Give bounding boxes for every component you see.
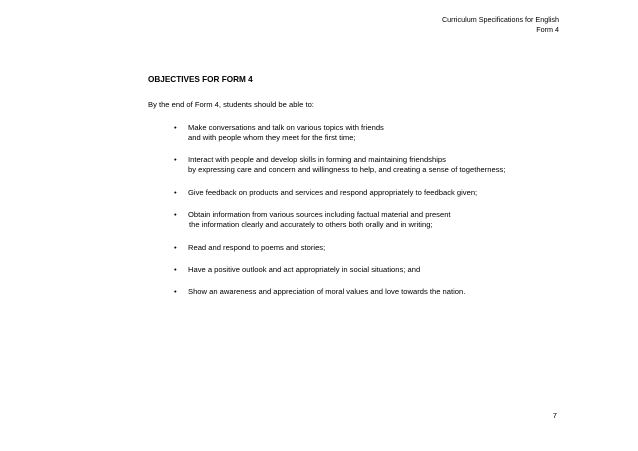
objective-item-4 [172, 210, 505, 230]
bullet-icon: • [174, 210, 177, 220]
bullet-icon: • [174, 187, 177, 197]
objective-line: Have a positive outlook and act appropriately in social situations; and [188, 264, 421, 274]
objective-item-6 [172, 265, 505, 275]
bullet-icon: • [174, 155, 177, 165]
bullet-icon: • [174, 264, 177, 274]
objective-line: Obtain information from various sources including factual material and present [188, 210, 451, 220]
objective-line: and with people whom they meet for the first time; [188, 133, 356, 142]
bullet-icon: • [174, 242, 177, 252]
objective-line: Show an awareness and appreciation of moral values and love towards the nation. [188, 287, 466, 297]
objective-item-2 [172, 155, 505, 175]
intro-text: By the end of Form 4, students should be able to: [148, 100, 314, 109]
objective-line: Make conversations and talk on various topics with friends [188, 123, 384, 132]
objective-item-1 [172, 123, 505, 143]
objective-item-7 [172, 287, 505, 297]
running-header-title: Curriculum Specifications for English [441, 15, 559, 24]
objective-line: Read and respond to poems and stories; [188, 242, 326, 252]
running-header [442, 15, 559, 34]
page-number: 7 [552, 411, 557, 420]
section-heading: OBJECTIVES FOR FORM 4 [148, 75, 253, 84]
objective-line: Give feedback on products and services and respond appropriately to feedback given; [188, 187, 478, 197]
bullet-icon: • [174, 123, 177, 132]
objective-line: by expressing care and concern and willingness to help, and creating a sense of togetherness; [188, 165, 506, 175]
objective-item-5 [172, 243, 505, 253]
running-header-form: Form 4 [536, 24, 559, 34]
objective-item-3 [172, 188, 505, 198]
objective-line: Interact with people and develop skills in forming and maintaining friendships [188, 155, 446, 165]
bullet-icon: • [174, 287, 177, 297]
objective-line: the information clearly and accurately to others both orally and in writing; [189, 220, 433, 230]
objectives-list [172, 123, 505, 310]
